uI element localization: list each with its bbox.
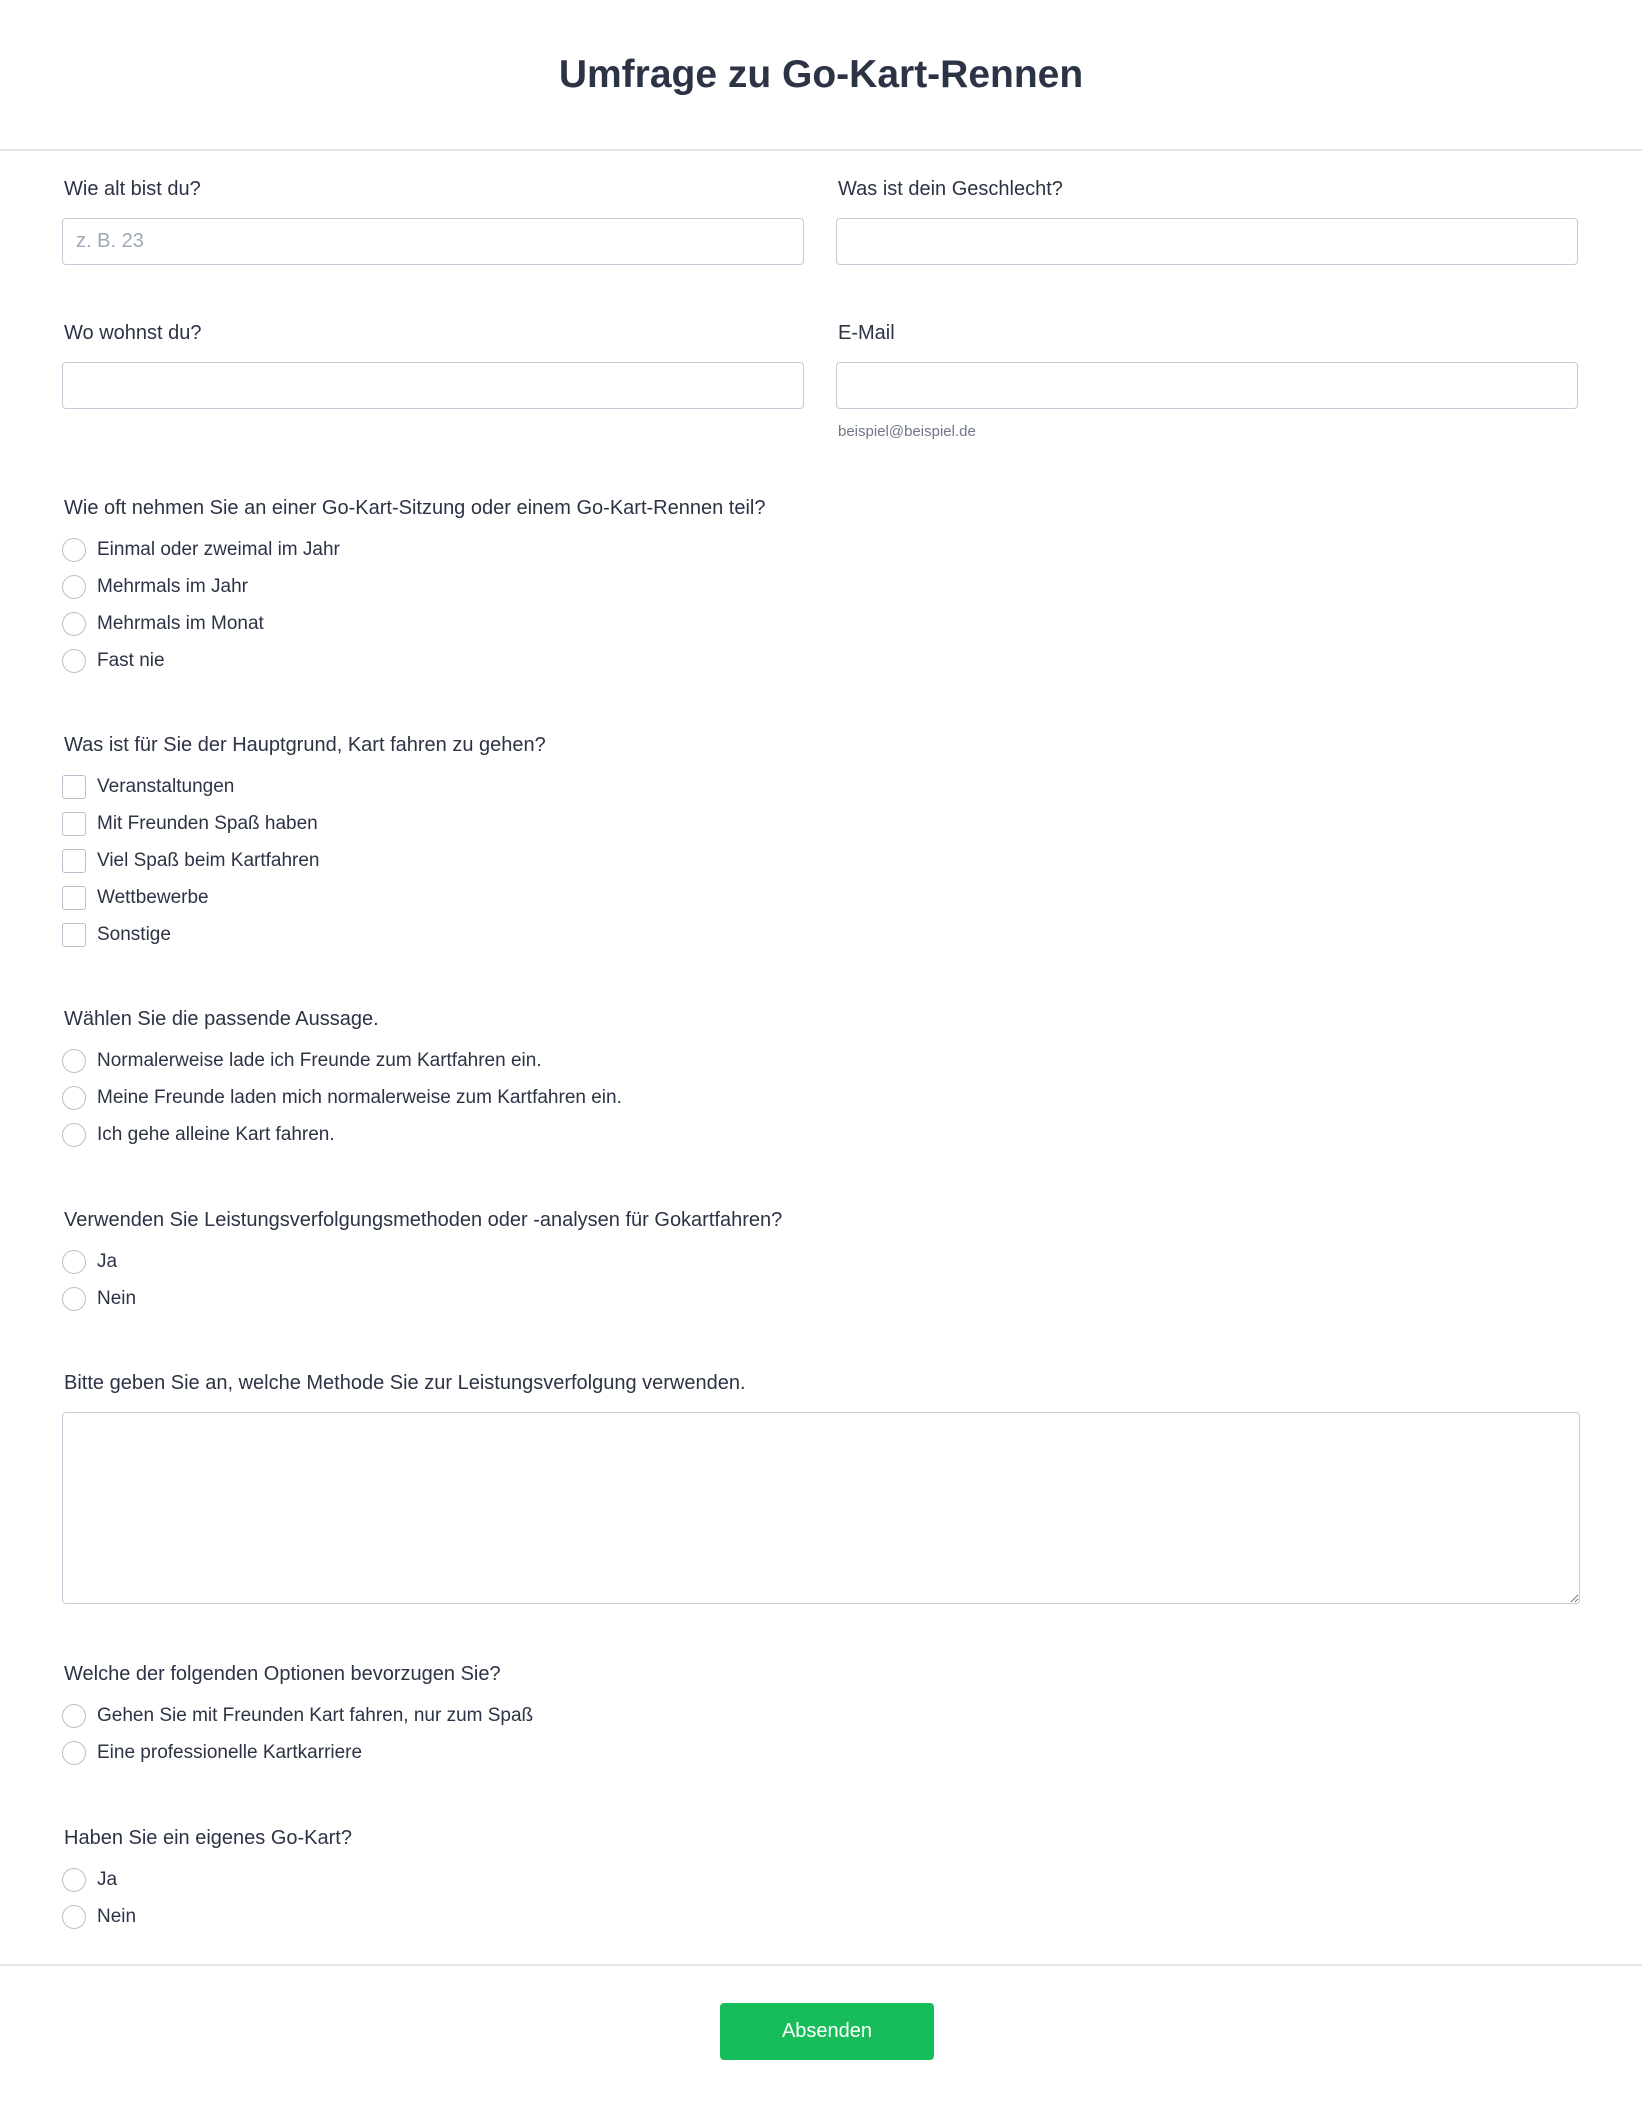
- radio-option[interactable]: [62, 1042, 622, 1079]
- email-label: E-Mail: [838, 322, 895, 344]
- statement-question: [62, 1008, 622, 1153]
- option-label: Mehrmals im Monat: [97, 612, 264, 634]
- option-label: Ich gehe alleine Kart fahren.: [97, 1123, 335, 1145]
- question-label: Bitte geben Sie an, welche Methode Sie zur Leistungsverfolgung verwenden.: [64, 1372, 746, 1394]
- radio-button[interactable]: [62, 1905, 86, 1929]
- question-label: Was ist für Sie der Hauptgrund, Kart fahren zu gehen?: [64, 734, 546, 756]
- radio-button[interactable]: [62, 575, 86, 599]
- email-hint: beispiel@beispiel.de: [838, 423, 976, 440]
- age-input[interactable]: [62, 218, 804, 265]
- option-label: Sonstige: [97, 923, 171, 945]
- residence-field: [62, 322, 804, 409]
- residence-label: Wo wohnst du?: [64, 322, 202, 344]
- radio-button[interactable]: [62, 1868, 86, 1892]
- question-label: Wählen Sie die passende Aussage.: [64, 1008, 379, 1030]
- option-label: Nein: [97, 1905, 137, 1927]
- option-label: Normalerweise lade ich Freunde zum Kartfahren ein.: [97, 1049, 542, 1071]
- age-field: [62, 178, 804, 265]
- option-label: Mehrmals im Jahr: [97, 575, 248, 597]
- checkbox[interactable]: [62, 923, 86, 947]
- gender-label: Was ist dein Geschlecht?: [838, 178, 1063, 200]
- preference-question: [62, 1663, 533, 1771]
- checkbox-option[interactable]: [62, 879, 546, 916]
- question-label: Welche der folgenden Optionen bevorzugen Sie?: [64, 1663, 501, 1685]
- radio-option[interactable]: [62, 1079, 622, 1116]
- checkbox[interactable]: [62, 886, 86, 910]
- form-title: Umfrage zu Go-Kart-Rennen: [558, 52, 1084, 96]
- radio-option[interactable]: [62, 1280, 782, 1317]
- radio-option[interactable]: [62, 1697, 533, 1734]
- method-question: [62, 1372, 1580, 1604]
- radio-option[interactable]: [62, 605, 765, 642]
- radio-option[interactable]: [62, 1116, 622, 1153]
- checkbox-option[interactable]: [62, 805, 546, 842]
- form-header: [0, 0, 1642, 151]
- submit-button[interactable]: Absenden: [720, 2003, 934, 2060]
- method-textarea[interactable]: [62, 1412, 1580, 1604]
- checkbox-option[interactable]: [62, 768, 546, 805]
- residence-input[interactable]: [62, 362, 804, 409]
- radio-option[interactable]: [62, 1243, 782, 1280]
- radio-option[interactable]: [62, 1898, 352, 1935]
- option-label: Viel Spaß beim Kartfahren: [97, 849, 320, 871]
- radio-button[interactable]: [62, 1741, 86, 1765]
- radio-button[interactable]: [62, 1086, 86, 1110]
- gender-input[interactable]: [836, 218, 1578, 265]
- option-label: Ja: [97, 1250, 118, 1272]
- option-label: Ja: [97, 1868, 118, 1890]
- radio-option[interactable]: [62, 1861, 352, 1898]
- option-label: Wettbewerbe: [97, 886, 209, 908]
- email-field: [836, 322, 1578, 440]
- radio-option[interactable]: [62, 1734, 533, 1771]
- own-kart-question: [62, 1827, 352, 1935]
- radio-option[interactable]: [62, 642, 765, 679]
- age-label: Wie alt bist du?: [64, 178, 201, 200]
- reason-question: [62, 734, 546, 953]
- frequency-question: [62, 497, 765, 679]
- form-footer: [0, 1964, 1642, 2106]
- question-label: Wie oft nehmen Sie an einer Go-Kart-Sitzung oder einem Go-Kart-Rennen teil?: [64, 497, 766, 519]
- checkbox-option[interactable]: [62, 916, 546, 953]
- tracking-question: [62, 1209, 782, 1317]
- option-label: Nein: [97, 1287, 137, 1309]
- radio-option[interactable]: [62, 568, 765, 605]
- option-label: Mit Freunden Spaß haben: [97, 812, 318, 834]
- checkbox[interactable]: [62, 849, 86, 873]
- gender-field: [836, 178, 1578, 265]
- radio-button[interactable]: [62, 612, 86, 636]
- radio-button[interactable]: [62, 538, 86, 562]
- email-input[interactable]: [836, 362, 1578, 409]
- option-label: Meine Freunde laden mich normalerweise zum Kartfahren ein.: [97, 1086, 622, 1108]
- radio-button[interactable]: [62, 1287, 86, 1311]
- radio-button[interactable]: [62, 649, 86, 673]
- question-label: Haben Sie ein eigenes Go-Kart?: [64, 1827, 352, 1849]
- question-label: Verwenden Sie Leistungsverfolgungsmethoden oder -analysen für Gokartfahren?: [64, 1209, 783, 1231]
- option-label: Gehen Sie mit Freunden Kart fahren, nur zum Spaß: [97, 1704, 534, 1726]
- checkbox[interactable]: [62, 775, 86, 799]
- checkbox-option[interactable]: [62, 842, 546, 879]
- radio-button[interactable]: [62, 1250, 86, 1274]
- radio-button[interactable]: [62, 1049, 86, 1073]
- option-label: Fast nie: [97, 649, 165, 671]
- option-label: Eine professionelle Kartkarriere: [97, 1741, 363, 1763]
- radio-button[interactable]: [62, 1704, 86, 1728]
- radio-option[interactable]: [62, 531, 765, 568]
- option-label: Veranstaltungen: [97, 775, 235, 797]
- radio-button[interactable]: [62, 1123, 86, 1147]
- checkbox[interactable]: [62, 812, 86, 836]
- option-label: Einmal oder zweimal im Jahr: [97, 538, 340, 560]
